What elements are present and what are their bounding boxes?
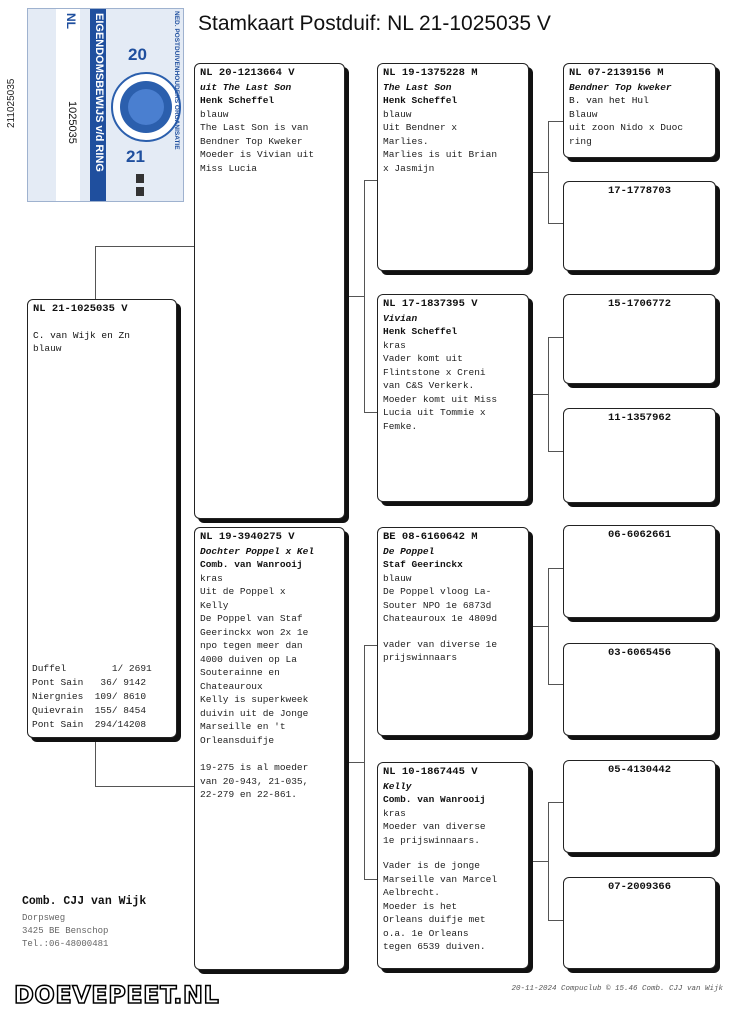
info-line: van 20-943, 21-035, [200,775,309,787]
connector-line [548,223,564,224]
connector-line [364,180,365,412]
pigeon-card-mff[interactable] [563,525,716,618]
connector-line [530,626,548,627]
ring-card-year-bottom: 21 [126,147,145,166]
info-line: tegen 6539 duiven. [383,941,486,952]
info-line: Moeder van diverse [383,821,486,832]
info-line: Femke. [383,420,418,432]
info-line: x Jasmijn [383,162,435,174]
info-line: Geerinckx won 2x 1e [200,626,309,638]
pigeon-name: Vivian [383,312,418,324]
connector-line [548,121,549,223]
info-line: Orleans duifje met [383,914,486,925]
pigeon-card-mmf[interactable] [563,760,716,853]
info-line: npo tegen meer dan [200,640,303,651]
info-line: Lucia uit Tommie x [383,407,486,418]
info-line: Vader is de jonge [383,860,480,871]
info-line: Bendner Top Kweker [200,135,303,147]
connector-line [364,180,378,181]
connector-line [95,786,195,787]
result-line: Quievrain 155/ 8454 [32,705,147,716]
ring-number: 15-1706772 [607,298,671,310]
info-line: Marseille van Marcel [383,873,498,885]
pigeon-card-subject[interactable] [27,299,177,738]
connector-line [548,121,564,122]
info-line: kras [200,572,223,584]
owner-block-address: Dorpsweg [22,913,66,923]
info-line: Souter NPO 1e 6873d [383,599,492,611]
info-line: 1e prijswinnaars. [383,834,480,846]
connector-line [530,861,548,862]
info-line: Flintstone x Creni [383,366,486,378]
ring-number: NL 19-1375228 M [383,67,478,79]
info-line: Orleansduifje [200,734,275,746]
connector-line [95,246,195,247]
info-line: De Poppel vloog La- [383,586,492,597]
info-line: Marlies is uit Brian [383,149,498,160]
pigeon-card-mmm[interactable] [563,877,716,969]
connector-line [548,920,564,921]
info-line: Kelly [200,599,229,611]
info-line: prijswinnaars [383,652,458,663]
breeder-name: Henk Scheffel [383,326,458,337]
pigeon-name: Dochter Poppel x Kel [200,545,315,557]
ring-number: 07-2009366 [607,881,671,893]
info-line: Moeder is Vivian uit [200,149,315,160]
info-line: blauw [383,108,412,120]
ring-ownership-card [27,8,184,202]
ring-number: NL 17-1837395 V [383,298,478,310]
ring-number: 06-6062661 [607,529,671,541]
ring-number: NL 19-3940275 V [200,531,295,543]
pigeon-name: De Poppel [383,545,435,557]
info-line: Moeder komt uit Miss [383,393,498,405]
info-line: kras [383,339,406,351]
owner-block-phone: Tel.:06-48000481 [22,939,109,949]
info-line: Marlies. [383,135,429,147]
result-line: Pont Sain 36/ 9142 [32,677,147,688]
info-line: Aelbrecht. [383,887,441,898]
connector-line [548,802,549,920]
info-line: o.a. 1e Orleans [383,927,469,939]
info-line: uit zoon Nido x Duoc [569,122,684,133]
breeder-name: B. van het Hul [569,95,649,106]
pigeon-name: The Last Son [383,81,452,93]
breeder-name: Henk Scheffel [383,95,458,106]
info-line: blauw [383,572,412,584]
owner-block [22,895,146,951]
pigeon-card-fmf[interactable] [563,294,716,384]
info-line: vader van diverse 1e [383,638,498,650]
ring-card-number: 1025035 [66,101,78,144]
info-line: blauw [200,108,229,120]
pigeon-card-maternal-grandmother[interactable] [377,762,529,969]
owner-block-name: Comb. CJJ van Wijk [22,895,147,908]
pigeon-card-ffm[interactable] [563,181,716,271]
connector-line [530,394,548,395]
info-line: The Last Son is van [200,122,309,133]
connector-line [548,568,564,569]
info-line: Kelly is superkweek [200,694,309,705]
connector-line [548,802,564,803]
info-line: ring [569,135,592,147]
info-line: Blauw [569,108,598,120]
info-line: Moeder is het [383,900,458,912]
ring-number: 05-4130442 [607,764,671,776]
ring-number: NL 20-1213664 V [200,67,295,79]
info-line: 22-279 en 22-861. [200,789,297,800]
ring-number: BE 08-6160642 M [383,531,478,543]
info-line: Uit de Poppel x [200,586,286,597]
pigeon-card-paternal-grandfather[interactable] [377,63,529,271]
connector-line [364,645,365,879]
pigeon-card-mfm[interactable] [563,643,716,736]
connector-line [364,412,378,413]
ring-number: 17-1778703 [607,185,671,197]
pigeon-card-mother[interactable] [194,527,345,970]
ring-card-year-top: 20 [128,45,147,64]
info-line: Vader komt uit [383,353,463,364]
breeder-name: Henk Scheffel [200,95,275,106]
result-line: Niergnies 109/ 8610 [32,691,147,702]
result-line: Pont Sain 294/14208 [32,719,147,730]
pigeon-card-fmm[interactable] [563,408,716,503]
pigeon-card-paternal-grandmother[interactable] [377,294,529,502]
site-logo[interactable]: DOEVEPEET.NL [14,981,220,1009]
info-line: Souterainne en [200,667,280,678]
pigeon-name: uit The Last Son [200,81,292,93]
info-line: De Poppel van Staf [200,613,303,624]
ring-number: NL 10-1867445 V [383,766,478,778]
connector-line [364,879,378,880]
ring-number: NL 21-1025035 V [33,303,128,315]
connector-line [346,762,364,763]
ring-card-heading: EIGENDOMSBEWIJS v/d RING [93,13,105,172]
owner-block-city: 3425 BE Benschop [22,926,109,936]
info-line: Miss Lucia [200,162,258,174]
ring-side-number: 211025035 [6,78,17,128]
info-line: Marseille en 't [200,721,286,732]
info-line: van C&S Verkerk. [383,380,475,391]
pigeon-name: Bendner Top kweker [569,81,672,93]
info-line: Chateauroux [200,680,263,692]
breeder-name: Staf Geerinckx [383,559,463,570]
connector-line [530,172,548,173]
connector-line [548,684,564,685]
pigeon-card-fff[interactable] [563,63,716,158]
connector-line [346,296,364,297]
info-line: Uit Bendner x [383,122,458,133]
ring-number: 03-6065456 [607,647,671,659]
connector-line [548,337,549,451]
page-title: Stamkaart Postduif: NL 21-1025035 V [198,12,551,35]
pigeon-card-maternal-grandfather[interactable] [377,527,529,736]
info-line: 4000 duiven op La [200,653,297,665]
info-line: kras [383,807,406,819]
info-line: 19-275 is al moeder [200,762,309,773]
ring-card-country: NL [64,13,78,29]
connector-line [95,246,96,300]
owner-name: C. van Wijk en Zn [33,329,130,341]
ring-card-graphic [28,9,183,201]
connector-line [95,738,96,786]
info-line: duivin uit de Jonge [200,707,309,719]
ring-card-org: NED. POSTDUIVENHOUDERS ORGANISATIE [173,11,180,150]
connector-line [548,337,564,338]
connector-line [548,451,564,452]
ring-number: NL 07-2139156 M [569,67,664,79]
info-line: Chateauroux 1e 4809d [383,613,498,624]
pigeon-card-father[interactable] [194,63,345,519]
connector-line [364,645,378,646]
breeder-name: Comb. van Wanrooij [383,794,486,805]
color-text: blauw [33,343,62,354]
pigeon-name: Kelly [383,780,412,792]
print-footer: 20-11-2024 Compuclub © 15.46 Comb. CJJ van Wijk [511,985,723,993]
ring-number: 11-1357962 [607,412,671,424]
result-line: Duffel 1/ 2691 [32,663,152,674]
breeder-name: Comb. van Wanrooij [200,559,303,570]
connector-line [548,568,549,684]
